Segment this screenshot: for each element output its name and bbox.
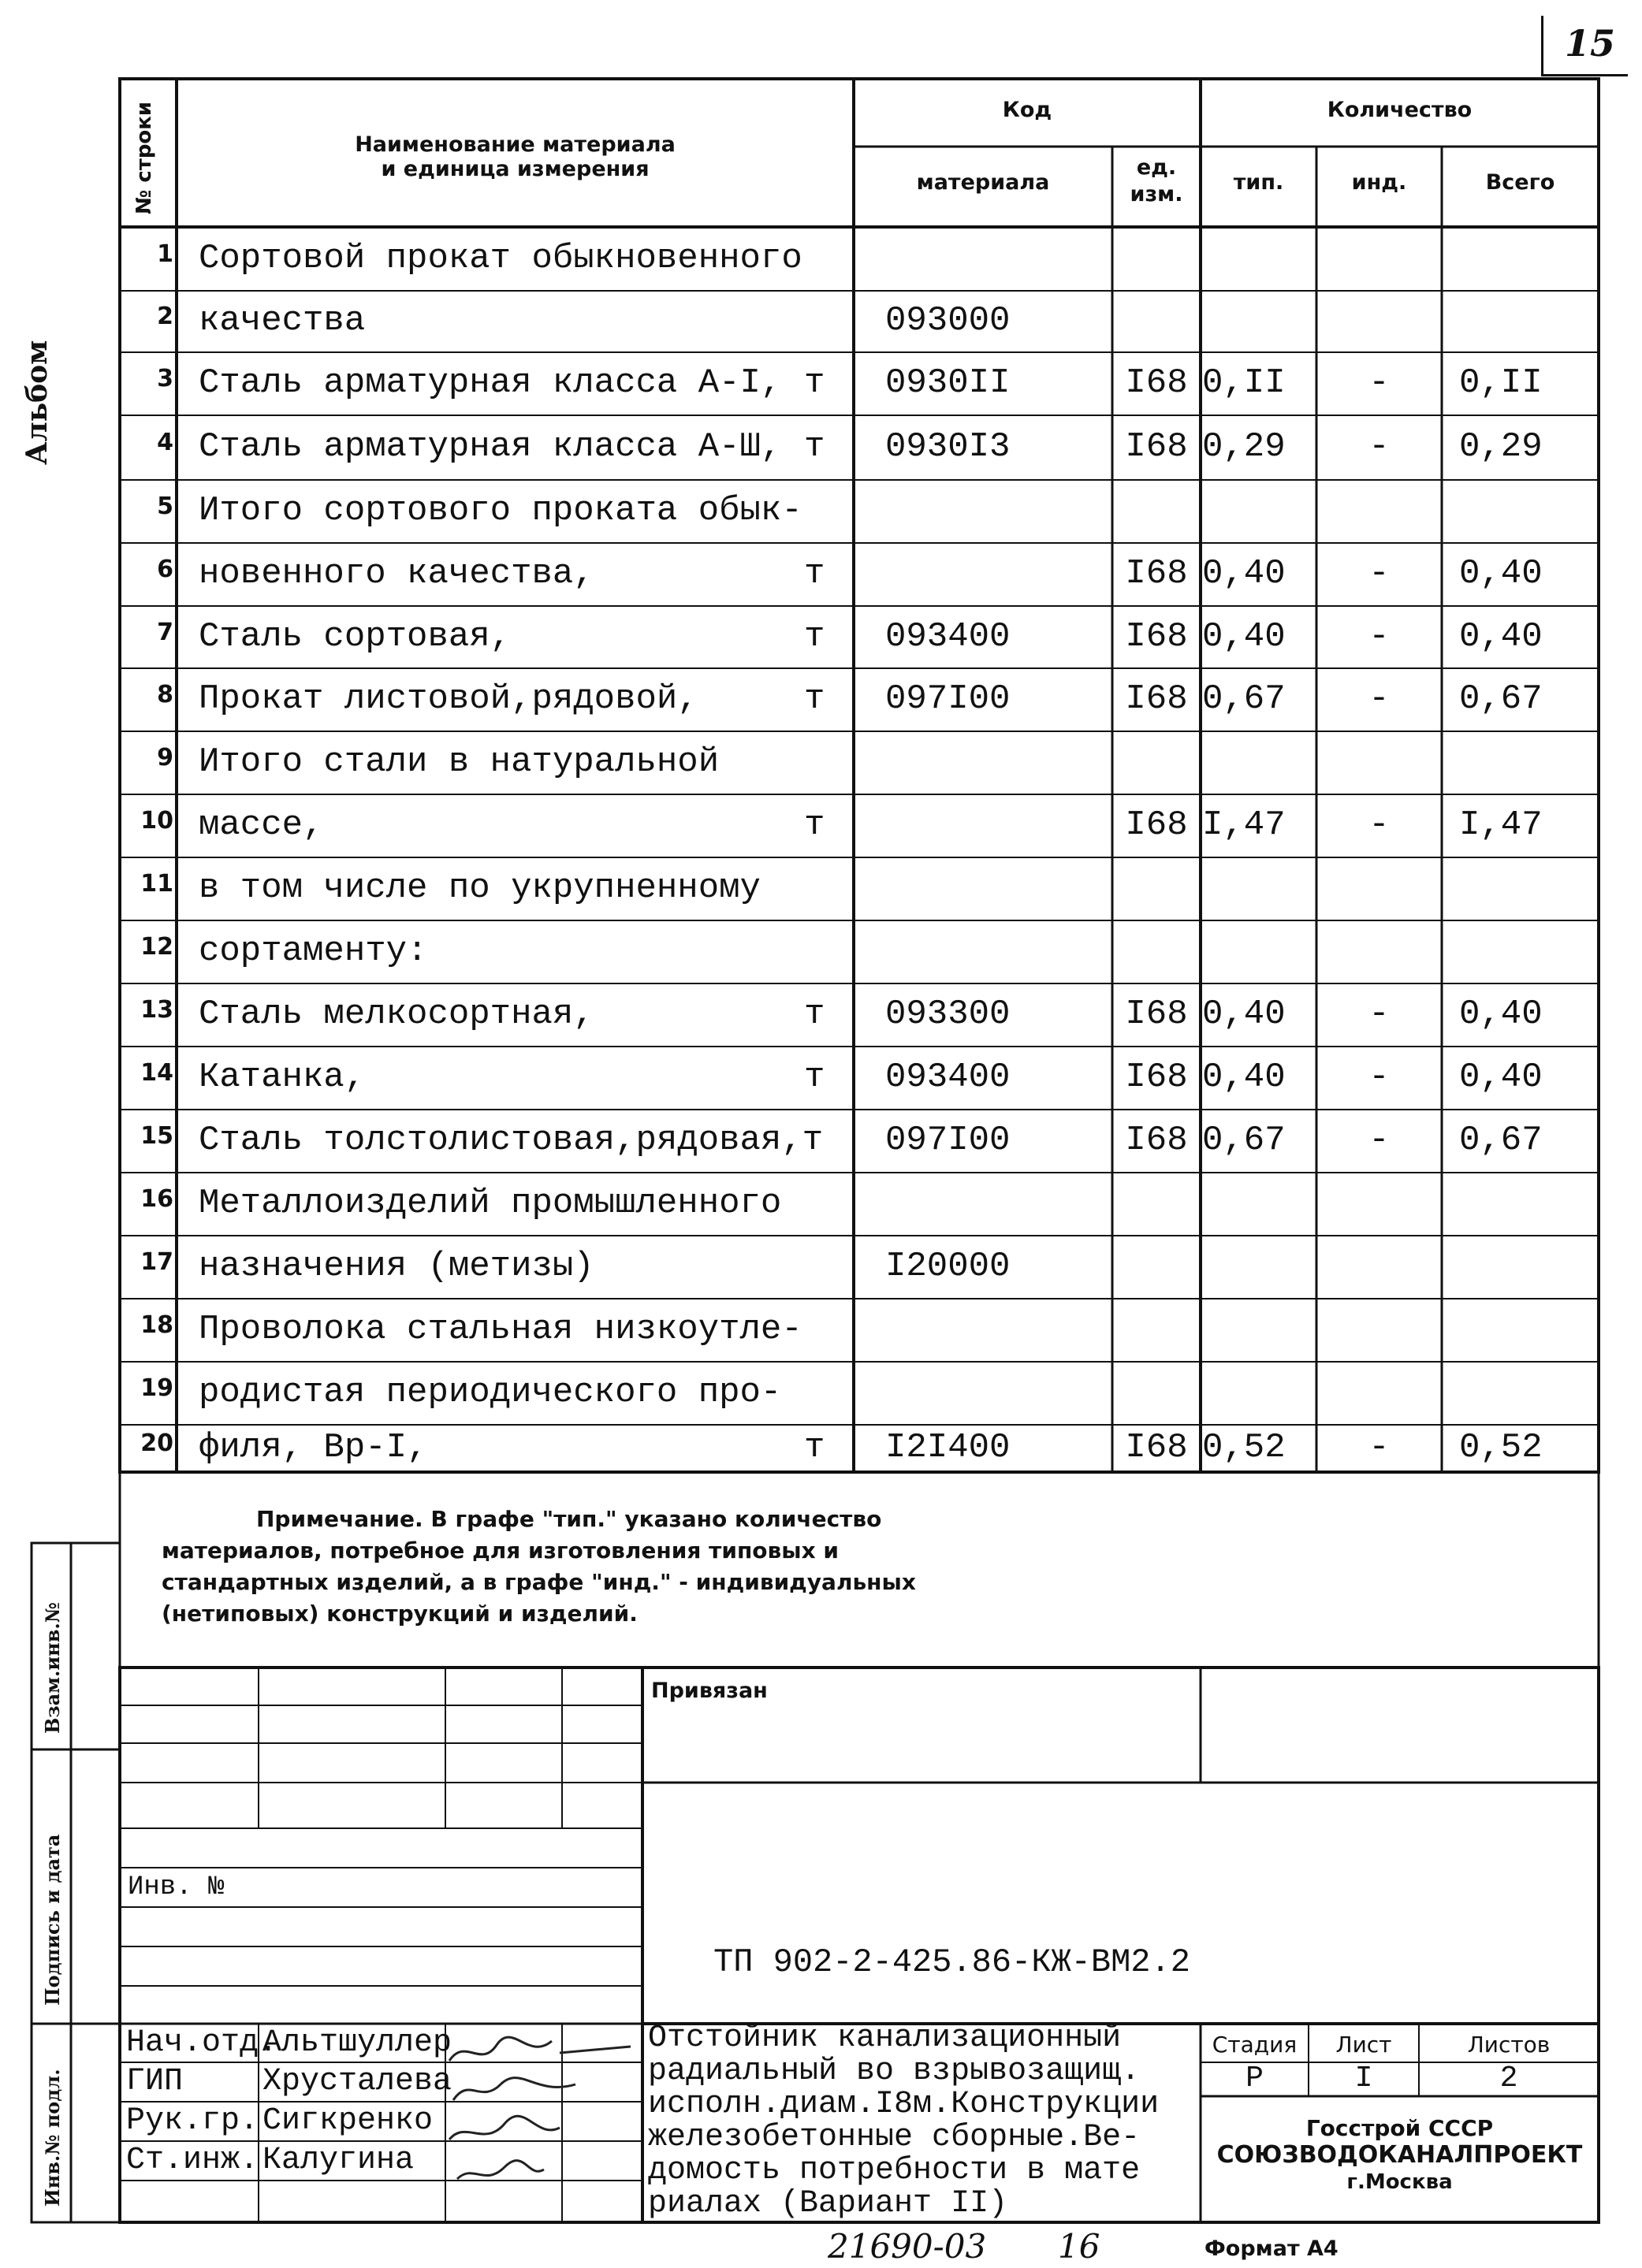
signature-3	[449, 2116, 560, 2140]
stamp-org	[1201, 2115, 1599, 2195]
row-ind: -	[1368, 363, 1390, 403]
signature-4	[457, 2161, 544, 2179]
note-line2: материалов, потребное для изготовления типовых и	[162, 1537, 839, 1563]
stamp-sheets-label: Листов	[1467, 2032, 1551, 2058]
row-number: 3	[157, 365, 173, 392]
row-code: 093300	[885, 995, 1011, 1034]
row-typ: 0,40	[1202, 554, 1286, 593]
stamp-inv-no: Инв. №	[128, 1872, 225, 1902]
stamp-title-line5: домость потребности в мате	[648, 2153, 1141, 2188]
row-typ: 0,40	[1202, 1058, 1286, 1097]
row-name: Сортовой прокат обыкновенного	[199, 239, 802, 278]
header-code-unit	[1112, 154, 1201, 208]
row-number: 9	[157, 744, 173, 771]
row-name: массе,	[199, 805, 324, 845]
note-line4: (нетиповых) конструкций и изделий.	[162, 1601, 638, 1627]
side-vzam-inv: Взам.инв.№	[41, 1602, 64, 1734]
stamp-title-line2: радиальный во взрывозащищ.	[648, 2054, 1141, 2089]
row-total: I,47	[1459, 805, 1543, 845]
note-line1: Примечание. В графе "тип." указано количество	[256, 1506, 882, 1532]
header-quantity: Количество	[1327, 98, 1473, 122]
row-name: качества	[199, 301, 366, 340]
header-name-line1: Наименование материала	[355, 132, 676, 157]
stamp-role-2: ГИП	[126, 2064, 184, 2099]
row-name: Сталь арматурная класса А-Ш,	[199, 427, 782, 467]
row-name: Металлоизделий промышленного	[199, 1184, 782, 1223]
row-number: 17	[140, 1248, 173, 1276]
header-q-typ: тип.	[1233, 170, 1284, 195]
row-number: 18	[140, 1311, 173, 1339]
stamp-sheet-label: Лист	[1335, 2032, 1392, 2058]
row-total: 0,67	[1459, 1121, 1543, 1160]
row-typ: 0,II	[1202, 363, 1286, 403]
row-name: Сталь мелкосортная,	[199, 995, 594, 1034]
footer-format: Формат А4	[1205, 2236, 1339, 2261]
row-typ: I,47	[1202, 805, 1286, 845]
row-ind: -	[1368, 554, 1390, 593]
row-total: 0,67	[1459, 679, 1543, 719]
stamp-title-line1: Отстойник канализационный	[648, 2022, 1122, 2056]
header-q-total: Всего	[1485, 170, 1555, 195]
footer-page-no: 16	[1058, 2227, 1100, 2266]
row-number: 4	[157, 429, 173, 456]
row-name: Итого стали в натуральной	[199, 742, 720, 782]
row-code: I20000	[885, 1247, 1011, 1286]
row-name: Катанка,	[199, 1058, 366, 1097]
row-name: сортаменту:	[199, 931, 428, 971]
row-ed: I68	[1125, 363, 1188, 403]
row-code: 093000	[885, 301, 1011, 340]
row-name: Сталь сортовая,	[199, 617, 512, 656]
signature-1	[449, 2037, 631, 2061]
row-total: 0,29	[1459, 427, 1543, 467]
side-inv-podl: Инв.№ подл.	[41, 2069, 64, 2207]
row-code: 097I00	[885, 1121, 1011, 1160]
stamp-org-line3: г.Москва	[1346, 2170, 1453, 2194]
row-ind: -	[1368, 617, 1390, 656]
row-number: 16	[140, 1185, 173, 1213]
album-label: Альбом	[20, 340, 54, 465]
footer-archive-no: 21690-03	[828, 2227, 987, 2266]
row-name: назначения (метизы)	[199, 1247, 594, 1286]
row-number: 7	[157, 619, 173, 646]
row-number: 19	[140, 1374, 173, 1402]
row-typ: 0,67	[1202, 1121, 1286, 1160]
row-ind: -	[1368, 805, 1390, 845]
row-total: 0,40	[1459, 1058, 1543, 1097]
row-total: 0,40	[1459, 617, 1543, 656]
row-name: филя, Вр-I,	[199, 1428, 428, 1467]
row-name: родистая периодического про-	[199, 1373, 782, 1412]
row-ed: I68	[1125, 1058, 1188, 1097]
row-total: 0,52	[1459, 1428, 1543, 1467]
row-name: в том числе по укрупненному	[199, 868, 761, 908]
note	[162, 1504, 916, 1630]
row-name: Проволока стальная низкоутле-	[199, 1310, 802, 1349]
row-ind: -	[1368, 1428, 1390, 1467]
row-unit: т	[804, 617, 825, 656]
stamp-title-line4: железобетонные сборные.Ве-	[648, 2120, 1141, 2155]
row-unit: т	[804, 1428, 825, 1467]
header-name-line2: и единица измерения	[381, 157, 650, 181]
row-ed: I68	[1125, 1428, 1188, 1467]
stamp-title	[648, 2022, 1200, 2221]
row-code: 097I00	[885, 679, 1011, 719]
stamp-privyazan: Привязан	[651, 1679, 768, 1703]
row-number: 1	[157, 240, 173, 268]
row-number: 2	[157, 303, 173, 330]
stamp-org-line2: СОЮЗВОДОКАНАЛПРОЕКТ	[1216, 2141, 1583, 2169]
row-code: 0930II	[885, 363, 1011, 403]
row-number: 6	[157, 556, 173, 583]
row-unit: т	[804, 679, 825, 719]
stamp-name-2: Хрусталева	[262, 2064, 452, 2099]
row-typ: 0,52	[1202, 1428, 1286, 1467]
stamp-doc-code: ТП 902-2-425.86-КЖ-ВМ2.2	[713, 1943, 1190, 1981]
stamp-name-1: Альтшуллер	[262, 2025, 452, 2061]
stamp-role-1: Нач.отд.	[126, 2025, 278, 2061]
row-total: 0,40	[1459, 554, 1543, 593]
header-code: Код	[1002, 98, 1052, 122]
header-name	[177, 132, 854, 181]
row-number: 15	[140, 1122, 173, 1150]
page-number: 15	[1565, 22, 1616, 65]
header-code-material: материала	[916, 170, 1050, 195]
stamp-title-line6: риалах (Вариант II)	[648, 2186, 1008, 2221]
row-number: 13	[140, 996, 173, 1024]
row-ed: I68	[1125, 805, 1188, 845]
row-typ: 0,40	[1202, 995, 1286, 1034]
row-code: 093400	[885, 1058, 1011, 1097]
row-ind: -	[1368, 1058, 1390, 1097]
stamp-title-line3: исполн.диам.I8м.Конструкции	[648, 2087, 1160, 2122]
stamp-sheets: 2	[1499, 2062, 1518, 2095]
header-row-no: № строки	[132, 101, 156, 214]
row-typ: 0,29	[1202, 427, 1286, 467]
row-unit: т	[804, 1058, 825, 1097]
row-number: 8	[157, 681, 173, 708]
stamp-name-4: Калугина	[262, 2143, 415, 2178]
row-total: 0,II	[1459, 363, 1543, 403]
row-number: 14	[140, 1059, 173, 1087]
row-ed: I68	[1125, 554, 1188, 593]
row-name: новенного качества,	[199, 554, 594, 593]
row-ed: I68	[1125, 427, 1188, 467]
row-unit: т	[804, 427, 825, 467]
row-number: 12	[140, 933, 173, 961]
signatures	[441, 2029, 654, 2210]
header-q-ind: инд.	[1351, 170, 1407, 195]
row-unit: т	[804, 554, 825, 593]
row-ind: -	[1368, 679, 1390, 719]
row-ind: -	[1368, 1121, 1390, 1160]
header-code-unit-line1: ед.	[1136, 155, 1177, 180]
row-ind: -	[1368, 995, 1390, 1034]
row-code: 093400	[885, 617, 1011, 656]
note-line3: стандартных изделий, а в графе "инд." - индивидуальных	[162, 1569, 916, 1595]
row-total: 0,40	[1459, 995, 1543, 1034]
row-code: 0930I3	[885, 427, 1011, 467]
stamp-role-3: Рук.гр.	[126, 2103, 259, 2139]
signature-2	[453, 2078, 575, 2100]
row-typ: 0,67	[1202, 679, 1286, 719]
row-ed: I68	[1125, 1121, 1188, 1160]
row-number: 20	[140, 1430, 173, 1457]
row-number: 5	[157, 493, 173, 520]
row-name: Сталь арматурная класса А-I,	[199, 363, 782, 403]
row-name: Итого сортового проката обык-	[199, 491, 802, 530]
row-typ: 0,40	[1202, 617, 1286, 656]
stamp-stage: Р	[1245, 2062, 1264, 2095]
row-ind: -	[1368, 427, 1390, 467]
stamp-sheet: I	[1354, 2062, 1373, 2095]
stamp-name-3: Сигкренко	[262, 2103, 434, 2139]
row-unit: т	[804, 995, 825, 1034]
header-code-unit-line2: изм.	[1130, 182, 1183, 206]
row-name: Сталь толстолистовая,рядовая,т	[199, 1121, 824, 1160]
row-unit: т	[804, 363, 825, 403]
side-podpis-data: Подпись и дата	[41, 1834, 64, 2006]
stamp-org-line1: Госстрой СССР	[1305, 2115, 1494, 2141]
row-number: 11	[140, 870, 173, 898]
row-name: Прокат листовой,рядовой,	[199, 679, 698, 719]
row-code: I2I400	[885, 1428, 1011, 1467]
stamp-role-4: Ст.инж.	[126, 2143, 259, 2178]
stamp-stage-label: Стадия	[1212, 2032, 1298, 2058]
row-ed: I68	[1125, 995, 1188, 1034]
row-ed: I68	[1125, 679, 1188, 719]
row-number: 10	[140, 807, 173, 835]
row-ed: I68	[1125, 617, 1188, 656]
row-unit: т	[804, 805, 825, 845]
